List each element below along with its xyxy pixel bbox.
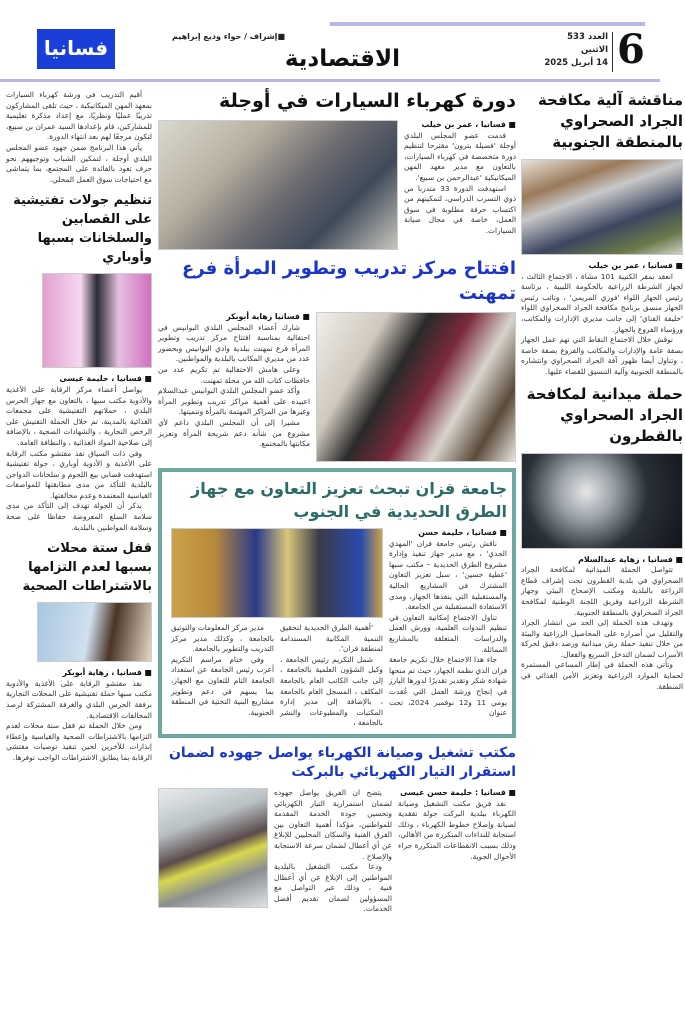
article-locust-campaign: ■ فسانيا ، زهاية عبدالسلام تتواصل الحملة الميدانية لمكافحة الجراد الصحراوي في بلدية القطرون تحت إشراف قطاع الزراعة بالبلدية ومكتب الإصحاح البيئي وجهاز الشرطة الزراعية وفريق اللجنة الوطنية لمكافحة الجراد الصحراوي بالمنطقة الجنوبية. وتهدف هذه الحملة إلى الحد من انتشار الجراد والتقليل من أضراره على المحاصيل الزراعية والبيئة من خلال تنفيذ حملة رش ميدانية ورصد دقيق لحركة الأسراب لضمان التدخل السريع والفعال. وتأتي هذه الحملة في إطار المساعي المستمرة لحماية الموارد الزراعية وتعزيز الأمن الغذائي في المنطقة.: [521, 555, 683, 693]
fezzan-lower-cols: [171, 623, 383, 729]
tamahent-row: [158, 312, 516, 462]
headline-inspection: تنظيم جولات تفتيشية على القصابين والسلخانات بسبها وأوباري: [13, 193, 152, 266]
right-column: [521, 90, 683, 692]
section-title: الاقتصادية: [284, 46, 400, 72]
electric-row: [158, 788, 516, 915]
page-number: 6: [617, 26, 645, 73]
article-locust-meeting: ■ فسانيا ، عمر بن خيلب انعقد بمقر الكتيبة 101 مشاة ، الاجتماع الثالث ، لجهاز الشرطة الزراعية بالحكومة الليبية ، برئاسة رئيس الجهاز اللواء 'فوزي المريمي' ، ونائب رئيس الجهاز منسق برنامج مكافحة الجراد الصحراوي اللواء 'خليفة الفناي' إلى جانب مديري الإدارات والمكاتب، ورؤساء الفروع بالجهاز. نوقش خلال الاجتماع النقاط التي تهم عمل الجهاز بصفة عامة والإدارات والمكاتب والفروع بصفة خاصة ، وتناول أيضا ظهور آفة الجراد الصحراوي وانتشاره بالمنطقة الجنوبية وآلية التنسيق للقضاء عليها.: [521, 261, 683, 378]
photo-tamahent-ceremony: [316, 312, 516, 462]
headline-shops: قفل ستة محلات بسبها لعدم التزامها بالاشتراطات الصحية: [22, 541, 152, 595]
header-bottom-rule: [0, 79, 660, 82]
headline-locust-campaign: حملة ميدانية لمكافحة الجراد الصحراوي بالقطرون: [526, 384, 683, 445]
left-column: [6, 90, 152, 764]
article-fezzan-col1: ■ فسانيا ، حليمة حسن ناقش رئيس جامعة فزان 'المهدي الجدي' ، مع مدير جهاز تنفيذ وإدارة مشروع الطرق الحديدية – مكتب سبها 'عطية حسين' ، سبل تعزيز التعاون المشترك في المشاريع الحالية والمستقبلية التي ينفذها الجهاز، ومدى الاستفادة المستقبلية من الجامعة. تناول الاجتماع إمكانية التعاون في تنظيم الندوات العلمية، وورش العمل والدراسات المتعلقة بالمشاريع المماثلة. جاء هذا الاجتماع خلال تكريم جامعة فزان الذي نظمه الجهاز، حيث تم منحها شهادة شكر وتقدير تقديرًا لدورها البارز في إنجاح ورشة العمل التي عُقدت يومي 11 و12 نوفمبر 2024، تحت عنوان: [389, 528, 507, 719]
article-inspection: ■ فسانيا ، حليمة عيسى يواصل أعضاء مركز الرقابة على الأغذية والأدوية مكتب سبها ، بالتعاون مع جهاز الحرس البلدي ، حملاتهم التفتيشية على مجمعات الغذائية بالمدينة، تم خلال الحملة التفتيش على الرخص التجارية ، والشهادات الصحية ، بالإضافة إلى صلاحية المواد الغذائية ، والنظافة العامة. وفي ذات السياق نفذ مفتشو مكتب الرقابة على الأغذية و الأدوية أوباري ، جولة تفتيشية استهدفت قصابي بيع اللحوم و سلخانات الدواجن بالبلدية للتأكد من مدى مطابقتها للمواصفات القياسية المعتمدة وعدم مخالفتها. يذكر أن الجولة تهدف إلى التأكد من مدى سلامة السلع المعروضة حفاظا على صحة وسلامة المواطنين بالبلدية.: [6, 374, 152, 533]
photo-shop-sealing: [37, 602, 152, 662]
article-fezzan-col2: 'أهمية الطرق الحديدية لتحقيق التنمية المكانية المستدامة لمنطقة فزان'. شمل التكريم رئيس الجامعة ، وكيل الشؤون العلمية بالجامعة ، إلى جانب الكاتب العام بالجامعة المكلف ، المسجل العام بالجامعة ، بالإضافة إلى مدير إدارة المكتبات والمطبوعات والنشر بالجامعة ،: [280, 623, 383, 728]
header-top-rule: [330, 22, 645, 26]
photo-meeting: [521, 159, 683, 255]
article-electric-col2: يتضح ان الفريق يواصل جهوده لضمان استمرارية التيار الكهربائي وتحسين جودة الخدمة المقدمة للمواطنين، مؤكدا أهمية التعاون بين الفرق الفنية والسكان المحليين للإبلاغ عن أي أعطال لضمان سرعة الاستجابة والإصلاح . ودعا مكتب التشغيل بالبلدية المواطنين إلى الإبلاغ عن أي أعطال فنية ، وذلك عبر التواصل مع المسؤولين لضمان تقديم أفضل الخدمات.: [274, 787, 392, 914]
article-tamahent: ■ فسانيا زهاية أبوبكر شارك أعضاء المجلس البلدي البوانيس في احتفالية بمناسبة افتتاح مركز تدريب وتطوير المرأة فرع تمهنت ببلدية وادي البوانيس وبحضور عدد من مديري المكاتب بالبلدية والمواطنين. وعلى هامش الاحتفالية تم تكريم عدد من حافظات كتاب الله من محلة تمهنت. وأكد عضو المجلس البلدي البوانيس عبدالسلام اعبيده على أهمية مراكز تدريب وتطوير المرأة وغيرها من المراكز المهتمة بالمرأة وتنميتها. مشيرا إلى أن المجلس البلدي داعم لأي مشروع من شأنه دعم شريحة المرأة وتعزيز مكانتها بالمجتمع.: [158, 312, 310, 450]
headline-electric: مكتب تشغيل وصيانة الكهرباء يواصل جهوده لضمان استقرار التيار الكهربائي بالبركت: [168, 744, 516, 780]
awjila-row: [158, 120, 516, 250]
photo-locust-spraying: [521, 453, 683, 549]
article-shops: ■ فسانيا ، زهاية أبوبكر نفذ مفتشو الرقابة على الأغذية والأدوية مكتب سبها حملة تفتيشية على المحلات التجارية برفقة الحرس البلدي والغرفة المشتركة لرصد المخالفات الاقتصادية. ومن خلال الحملة تم قفل ستة محلات لعدم التزامها بالاشتراطات الصحية والقياسية وإعطاء إنذارات للآخرين لحين تنفيذ توصيات مفتشي الرقابة بما يطابق الاشتراطات الواجب توفرها.: [6, 668, 152, 763]
fezzan-body: [167, 528, 507, 729]
photo-power-lines: [158, 788, 268, 908]
headline-locust-meeting: مناقشة آلية مكافحة الجراد الصحراوي بالمنطقة الجنوبية: [537, 91, 683, 151]
issue-date: 14 أبريل 2025: [544, 58, 608, 68]
supervisor-credit: ■إشراف / حواء وديع إبراهيم: [172, 32, 285, 41]
byline: ■ فسانيا ، عمر بن خيلب: [404, 120, 516, 131]
article-electric-col1: ■ فسانيا : حليمة حسن عيسى نفذ فريق مكتب التشغيل وصيانة الكهرباء ببلدية البركت جولة تفقدية لصيانة وإصلاح خطوط الكهرباء ، وذلك استجابة للنداءات المتكررة من الأهالي، وذلك بسبب الانقطاعات المتكررة جراء الأحوال الجوية.: [398, 788, 516, 862]
headline-awjila: دورة كهرباء السيارات في أوجلة: [219, 90, 516, 112]
photo-awjila-training: [158, 120, 398, 250]
fezzan-article-box: [158, 468, 516, 738]
fezzan-left-part: [171, 528, 383, 729]
photo-slaughterhouse: [42, 273, 152, 368]
headline-tamahent: افتتاح مركز تدريب وتطوير المرأة فرع تمهنت: [181, 258, 516, 304]
article-fezzan-col3: مدير مركز المعلومات والتوثيق بالجامعة ، وكذلك مدير مركز التدريب والتطوير بالجامعة. وفي ختام مراسم التكريم أعرب رئيس الجامعة عن استعداد الجامعة التام للتعاون مع الجهاز، بما يسهم في دعم وتطوير مشاريع البنية التحتية في المنطقة الجنوبية.: [171, 623, 274, 717]
newspaper-logo[interactable]: فسانيا: [37, 29, 115, 69]
header-divider: [612, 32, 613, 72]
middle-column: [158, 88, 516, 915]
article-awjila-col1: ■ فسانيا ، عمر بن خيلب قدمت عضو المجلس البلدي أوجلة 'فضيلة بترون' مقترحا لتنظيم دورة متخصصة في كهرباء السيارات، بالتعاون مع مدير معهد المهن الميكانيكية 'عبدالرحمن بن سبيع'. استهدفت الدورة 33 متدربا من ذوي التسرب الدراسي، لتمكينهم من اكتساب حرفة مطلوبة في سوق العمل، خاصة في مجال صيانة السيارات.: [404, 120, 516, 237]
issue-number: العدد 533: [567, 32, 608, 42]
article-awjila-col2: أقيم التدريب في ورشة كهرباء السيارات بمعهد المهن الميكانيكية ، حيث تلقى المشاركون تدريبًا عمليًا ونظريًا، مع إعداد مذكرة تعليمية للمشاركين، قام بإعدادها السيد عمران بن سبيع، لتكون مرجعًا لهم بعد انتهاء الدورة. يأتي هذا البرنامج ضمن جهود عضو المجلس البلدي أوجلة ، لتمكين الشباب وتوجيههم نحو حرف تعود بالفائدة على المجتمع، بما يتماشى مع احتياجات سوق العمل المحلي.: [6, 90, 152, 184]
issue-day: الاثنين: [580, 45, 608, 55]
headline-fezzan: جامعة فزان تبحث تعزيز التعاون مع جهاز الطرق الحديدية في الجنوب: [191, 479, 507, 521]
issue-info: [540, 31, 608, 70]
photo-fezzan-honoring: [171, 528, 383, 618]
